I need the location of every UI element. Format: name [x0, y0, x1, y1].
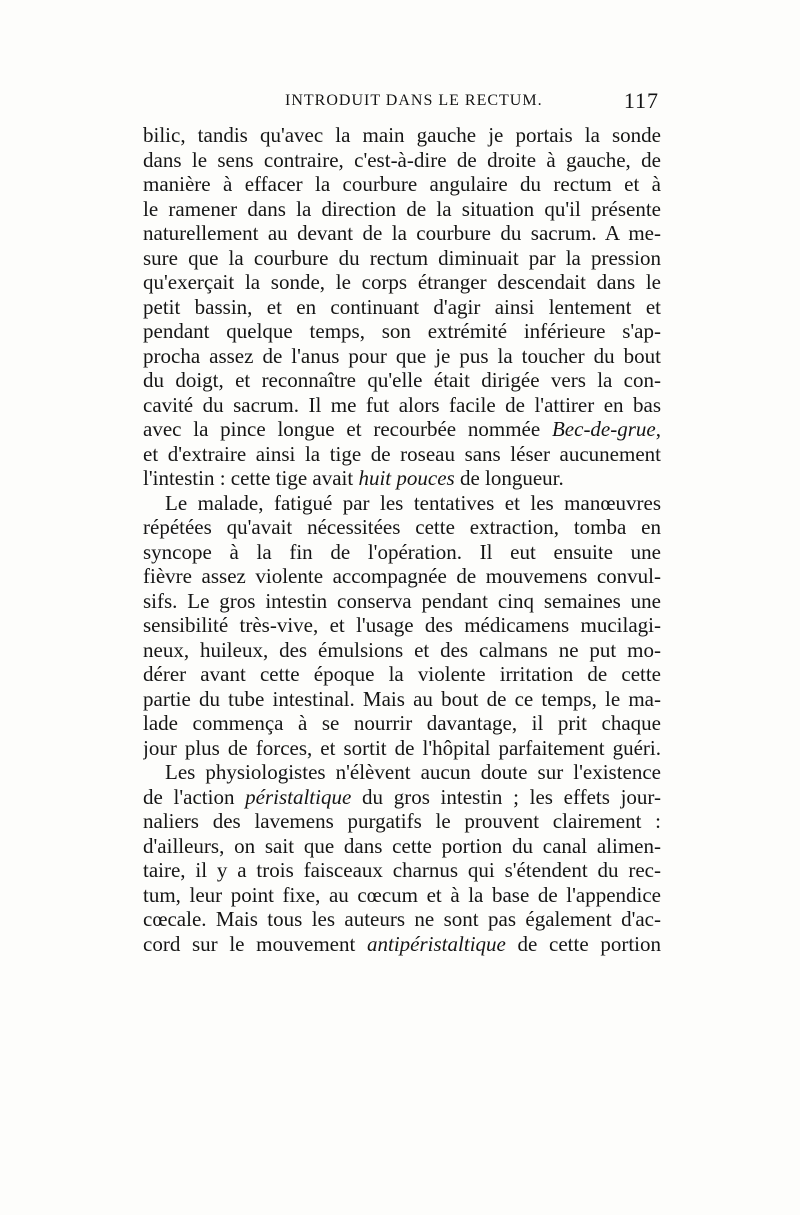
text-line: sifs. Le gros intestin conserva pendant cinq semaines une — [143, 588, 661, 613]
text-line: neux, huileux, des émulsions et des calmans ne put mo- — [143, 637, 661, 662]
text-line: naturellement au devant de la courbure du sacrum. A me- — [143, 221, 661, 245]
text-line: syncope à la fin de l'opération. Il eut ensuite une — [143, 539, 661, 564]
italic-term: péristaltique — [245, 784, 352, 809]
text-line: de l'action péristaltique du gros intestin ; les effets jour- — [143, 784, 661, 809]
running-title: INTRODUIT DANS LE RECTUM. — [285, 92, 543, 109]
paragraph-start-line: Le malade, fatigué par les tentatives et les manœuvres — [165, 490, 661, 515]
text-line: lade commença à se nourrir davantage, il prit chaque — [143, 711, 661, 735]
body-text — [143, 123, 661, 956]
text-line: d'ailleurs, on sait que dans cette portion du canal alimen- — [143, 833, 661, 858]
text-line: répétées qu'avait nécessitées cette extraction, tomba en — [143, 515, 661, 539]
text-line: avec la pince longue et recourbée nommée Bec-de-grue, — [143, 417, 661, 441]
text-line: cord sur le mouvement antipéristaltique de cette portion — [143, 931, 661, 956]
text-line: tum, leur point fixe, au cœcum et à la base de l'appendice — [143, 882, 661, 907]
text-line: du doigt, et reconnaître qu'elle était dirigée vers la con- — [143, 368, 661, 392]
text-line: manière à effacer la courbure angulaire du rectum et à — [143, 172, 661, 196]
text-line: fièvre assez violente accompagnée de mouvemens convul- — [143, 564, 661, 588]
text-line: dérer avant cette époque la violente irritation de cette — [143, 662, 661, 686]
text-line: l'intestin : cette tige avait huit pouces de longueur. — [143, 466, 564, 490]
text-line: dans le sens contraire, c'est-à-dire de droite à gauche, de — [143, 147, 661, 172]
text-line: cavité du sacrum. Il me fut alors facile de l'attirer en bas — [143, 392, 661, 417]
text-line: le ramener dans la direction de la situation qu'il présente — [143, 196, 661, 221]
text-line: qu'exerçait la sonde, le corps étranger descendait dans le — [143, 270, 661, 294]
text-line: taire, il y a trois faisceaux charnus qui s'étendent du rec- — [143, 858, 661, 882]
text-line: et d'extraire ainsi la tige de roseau sans léser aucunement — [143, 441, 661, 466]
text-line: jour plus de forces, et sortit de l'hôpital parfaitement guéri. — [143, 735, 661, 760]
italic-term: antipéristaltique — [367, 931, 506, 956]
text-line: petit bassin, et en continuant d'agir ainsi lentement et — [143, 294, 661, 319]
text-line: pendant quelque temps, son extrémité inférieure s'ap- — [143, 319, 661, 343]
text-line: naliers des lavemens purgatifs le prouvent clairement : — [143, 809, 661, 833]
text-line: partie du tube intestinal. Mais au bout de ce temps, le ma- — [143, 686, 661, 711]
italic-term: Bec-de-grue — [551, 417, 656, 441]
text-line: cœcale. Mais tous les auteurs ne sont pas également d'ac- — [143, 907, 661, 931]
text-line: bilic, tandis qu'avec la main gauche je portais la sonde — [143, 123, 661, 147]
text-line: procha assez de l'anus pour que je pus la toucher du bout — [143, 343, 661, 368]
running-head — [143, 88, 661, 116]
italic-term: huit pouces — [358, 466, 455, 490]
text-line: sensibilité très-vive, et l'usage des médicamens mucilagi- — [143, 613, 661, 637]
text-line: sure que la courbure du rectum diminuait par la pression — [143, 245, 661, 270]
page-number: 117 — [623, 88, 659, 113]
paragraph-start-line: Les physiologistes n'élèvent aucun doute sur l'existence — [165, 760, 661, 784]
